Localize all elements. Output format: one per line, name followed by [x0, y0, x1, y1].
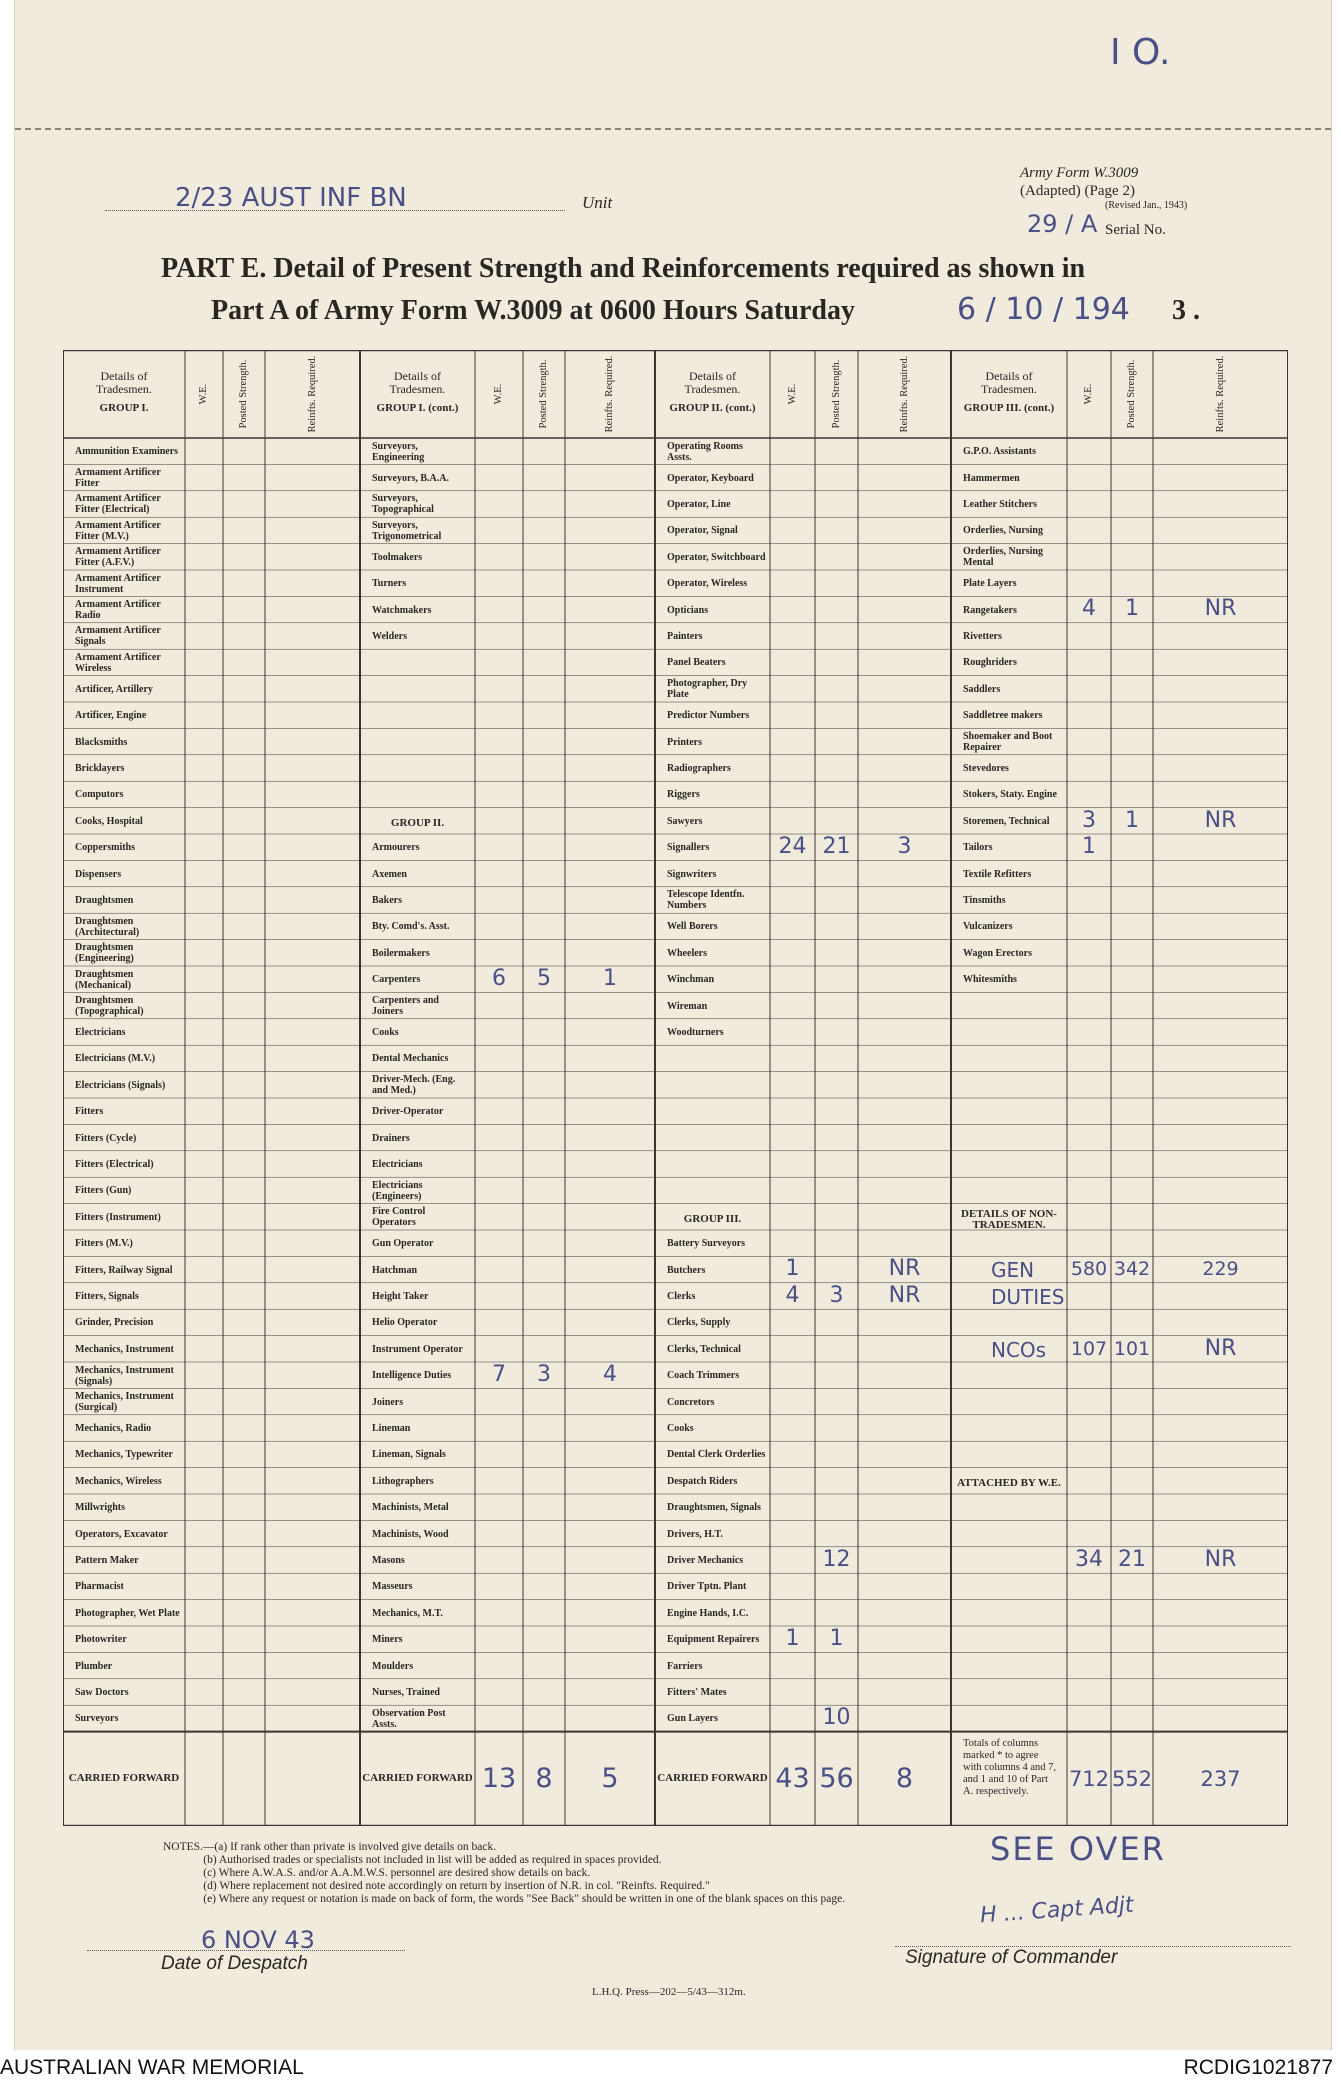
trade-label: Wireman [667, 1000, 708, 1012]
trade-label: Joiners [372, 1396, 404, 1408]
trade-label: Draughtsmen, Signals [667, 1502, 761, 1514]
trade-label: Telescope Identfn. Numbers [667, 889, 745, 912]
trade-label: Riggers [667, 789, 700, 801]
posted-value: 1 [1125, 807, 1139, 833]
we-value: 1 [1082, 834, 1096, 859]
trade-label: Masseurs [372, 1581, 413, 1593]
title-line-1: PART E. Detail of Present Strength and Reinforcements required as shown in [161, 253, 1086, 284]
we-value: 580 [1070, 1258, 1108, 1281]
trade-label: Armament Artificer Radio [75, 599, 161, 622]
cf-posted-total: 56 [819, 1762, 854, 1794]
form-title: Army Form W.3009 [1020, 165, 1139, 181]
trade-label: Engine Hands, I.C. [667, 1607, 749, 1619]
header-reinfts-required: Reinfts. Required. [604, 355, 615, 433]
report-date: 6 / 10 / 194 [957, 292, 1130, 327]
trade-label: Wheelers [667, 947, 707, 959]
header-details-title: Details of Tradesmen. [389, 369, 446, 396]
title-year-tail: 3 . [1172, 295, 1200, 326]
trade-label: Photographer, Wet Plate [75, 1607, 180, 1619]
trade-label: Surveyors, B.A.A. [372, 472, 449, 484]
trade-label: Driver Tptn. Plant [667, 1581, 747, 1593]
trade-label: Butchers [667, 1264, 706, 1276]
trade-label: Fitters (Cycle) [75, 1132, 137, 1144]
trade-label: Armament Artificer Instrument [75, 572, 161, 595]
trade-label: Draughtsmen (Topographical) [75, 995, 144, 1018]
trade-label: Armament Artificer Fitter [75, 467, 161, 490]
trade-label: Operator, Signal [667, 525, 738, 537]
reinfts-value: NR [1204, 1546, 1237, 1572]
trade-label: Artificer, Artillery [75, 683, 153, 695]
trade-label: Plumber [75, 1660, 113, 1672]
trade-label: Lineman, Signals [372, 1449, 446, 1461]
trade-label: Millwrights [75, 1502, 125, 1514]
trade-label: Electricians (Signals) [75, 1079, 166, 1091]
archive-id: RCDIG1021877 [1183, 2056, 1333, 2079]
carried-forward-label: CARRIED FORWARD [68, 1772, 180, 1785]
form-sheet [14, 0, 1332, 2050]
header-reinfts-required: Reinfts. Required. [1214, 355, 1226, 433]
trade-label: Lithographers [372, 1475, 434, 1487]
trade-label: Mechanics, M.T. [372, 1607, 443, 1619]
posted-value: 10 [822, 1705, 851, 1731]
serial-label: Serial No. [1105, 222, 1166, 238]
trade-label: Photowriter [75, 1634, 127, 1646]
trade-label: Painters [667, 630, 703, 642]
form-revised: (Revised Jan., 1943) [1105, 200, 1188, 211]
header-we: W.E. [786, 383, 798, 405]
trade-label: Machinists, Metal [372, 1502, 449, 1514]
trade-label: Clerks, Technical [667, 1343, 741, 1355]
reinfts-value: 4 [603, 1362, 617, 1387]
non-tradesmen-entry: GEN DUTIES [991, 1258, 1065, 1309]
reinfts-value: 3 [897, 834, 912, 859]
trade-label: Leather Stitchers [963, 498, 1037, 510]
trade-label: Tinsmiths [963, 894, 1006, 906]
trade-label: Rivetters [963, 630, 1002, 642]
reinfts-value: NR [888, 1282, 921, 1308]
trade-label: Fitters (M.V.) [75, 1238, 133, 1250]
group-heading: GROUP II. [390, 817, 445, 830]
commander-signature: H ... Capt Adjt [979, 1892, 1135, 1929]
trade-label: Saddletree makers [963, 710, 1043, 722]
trade-label: Operator, Line [667, 498, 731, 510]
posted-value: 12 [822, 1546, 851, 1572]
form-adapted: (Adapted) (Page 2) [1020, 183, 1135, 199]
header-posted-strength: Posted Strength. [1126, 359, 1137, 429]
carried-forward-label: CARRIED FORWARD [362, 1772, 473, 1785]
trade-label: Orderlies, Nursing [963, 525, 1043, 537]
header-details-title: Details of Tradesmen. [981, 369, 1037, 396]
trade-label: Mechanics, Instrument (Signals) [75, 1364, 174, 1387]
perforation-line [15, 128, 1331, 130]
trade-label: Ammunition Examiners [75, 446, 179, 458]
trade-label: Draughtsmen (Engineering) [75, 942, 134, 965]
trade-label: Surveyors [75, 1713, 119, 1725]
trade-label: Surveyors, Topographical [372, 493, 434, 516]
header-reinfts-required: Reinfts. Required. [306, 355, 318, 433]
trade-label: Fitters (Gun) [75, 1185, 132, 1197]
trade-label: Driver-Operator [372, 1106, 444, 1118]
trade-label: Fitters (Electrical) [75, 1158, 154, 1170]
trade-label: Operating Rooms Assts. [667, 440, 743, 463]
trade-label: Carpenters and Joiners [372, 995, 439, 1018]
trade-label: Armament Artificer Fitter (A.F.V.) [75, 546, 161, 569]
trade-label: G.P.O. Assistants [963, 446, 1036, 458]
trade-label: Bty. Comd's. Asst. [372, 921, 450, 933]
trade-label: Radiographers [667, 762, 731, 774]
trade-label: Axemen [372, 868, 407, 880]
trade-label: Printers [667, 736, 702, 748]
header-details-title: Details of Tradesmen. [684, 369, 741, 396]
trade-label: Roughriders [963, 657, 1017, 669]
we-value: 107 [1070, 1337, 1108, 1360]
trade-label: Pattern Maker [75, 1554, 139, 1566]
posted-value: 5 [537, 966, 551, 991]
trade-label: Cooks, Hospital [75, 815, 143, 827]
trade-label: Stevedores [963, 762, 1009, 774]
trade-label: Armament Artificer Fitter (Electrical) [75, 493, 161, 516]
trade-label: Clerks [667, 1290, 696, 1302]
trade-label: Draughtsmen (Architectural) [75, 915, 140, 938]
trade-label: Mechanics, Instrument (Surgical) [75, 1391, 174, 1414]
posted-value: 342 [1113, 1258, 1151, 1281]
trade-label: Electricians (M.V.) [75, 1053, 156, 1065]
unit-value: 2/23 AUST INF BN [175, 183, 407, 213]
trade-label: Armament Artificer Signals [75, 625, 161, 648]
trade-label: Gun Operator [372, 1238, 434, 1250]
trade-label: Rangetakers [963, 604, 1017, 616]
we-value: 1 [785, 1256, 800, 1282]
trade-label: Woodturners [667, 1026, 724, 1038]
cf-reinfts-total: 8 [895, 1762, 914, 1794]
trade-label: Watchmakers [372, 604, 432, 616]
group-heading: ATTACHED BY W.E. [957, 1477, 1061, 1490]
despatch-label: Date of Despatch [161, 1953, 308, 1974]
posted-value: 1 [829, 1626, 844, 1651]
trade-label: Electricians (Engineers) [372, 1179, 423, 1202]
trade-label: Mechanics, Instrument [75, 1343, 174, 1355]
trade-label: Computors [75, 789, 124, 801]
cf-we-total: 43 [775, 1762, 810, 1794]
cf-reinfts-total: 237 [1200, 1766, 1241, 1791]
trade-label: Machinists, Wood [372, 1528, 449, 1540]
trade-label: Cooks [372, 1026, 399, 1038]
header-details-title: Details of Tradesmen. [96, 369, 152, 396]
trade-label: Vulcanizers [963, 921, 1013, 933]
file-mark: I O. [1110, 32, 1171, 73]
trade-label: Gun Layers [667, 1713, 718, 1725]
title-line-2: Part A of Army Form W.3009 at 0600 Hours Saturday [211, 295, 855, 326]
posted-value: 101 [1113, 1337, 1151, 1360]
trade-label: Height Taker [372, 1290, 429, 1302]
reinfts-value: 229 [1202, 1258, 1239, 1281]
trade-label: Electricians [75, 1026, 126, 1038]
posted-value: 3 [537, 1362, 551, 1387]
cf-posted-total: 8 [535, 1762, 553, 1794]
trade-label: Boilermakers [372, 947, 430, 959]
we-value: 24 [778, 834, 807, 859]
trade-label: Mechanics, Wireless [75, 1475, 162, 1487]
header-we: W.E. [493, 383, 504, 405]
trade-label: Dental Mechanics [372, 1053, 449, 1065]
trade-label: Signwriters [667, 868, 717, 880]
notes: NOTES.—(a) If rank other than private is involved give details on back. (b) Authorised trades or specialists not included in list will be added as required in spaces provided. (c) Where A.W.A.S. and/or A.A.M.W.S. personnel are desired show details on back. (d) Where replacement not desired note accordingly on return by insertion of N.R. in col. "Reinfts. Required." (e) Where any request or notation is made on back of form, the words "See Back" should be written in one of the blank spaces on this page. [163, 1841, 846, 1905]
carried-forward-label: CARRIED FORWARD [657, 1772, 768, 1785]
trade-label: Storemen, Technical [963, 815, 1050, 827]
trade-label: Sawyers [667, 815, 703, 827]
trade-label: Intelligence Duties [372, 1370, 452, 1382]
header-we: W.E. [1083, 383, 1094, 405]
trade-label: Dental Clerk Orderlies [667, 1449, 766, 1461]
trade-label: Helio Operator [372, 1317, 438, 1329]
trade-label: Masons [372, 1554, 405, 1566]
trade-label: Operators, Excavator [75, 1528, 168, 1540]
trade-label: Instrument Operator [372, 1343, 463, 1355]
trade-label: Welders [372, 630, 407, 642]
group-heading: DETAILS OF NON-TRADESMEN. [961, 1207, 1057, 1231]
trade-label: Winchman [667, 974, 715, 986]
header-group-name: GROUP I. [99, 402, 149, 414]
trade-label: Coach Trimmers [667, 1370, 740, 1382]
we-value: 1 [785, 1626, 800, 1651]
trade-label: Drivers, H.T. [667, 1528, 723, 1540]
trade-label: Well Borers [667, 921, 718, 933]
archive-credit: AUSTRALIAN WAR MEMORIAL [0, 2056, 304, 2079]
cf-reinfts-total: 5 [601, 1762, 619, 1794]
header-reinfts-required: Reinfts. Required. [898, 355, 910, 433]
trade-label: Fire Control Operators [372, 1206, 426, 1229]
trade-label: Whitesmiths [963, 974, 1017, 986]
reinfts-value: 1 [603, 966, 617, 991]
despatch-date: 6 NOV 43 [201, 1926, 315, 1954]
header-group-name: GROUP II. (cont.) [669, 402, 756, 414]
trade-label: Operator, Wireless [667, 578, 748, 590]
unit-label: Unit [582, 193, 613, 212]
trade-label: Farriers [667, 1660, 703, 1672]
trade-label: Draughtsmen [75, 894, 134, 906]
trade-label: Driver Mechanics [667, 1554, 744, 1566]
trade-label: Signallers [667, 842, 710, 854]
trade-label: Artificer, Engine [75, 710, 147, 722]
trade-label: Cooks [667, 1422, 694, 1434]
trade-label: Armament Artificer Wireless [75, 651, 161, 674]
trade-label: Armament Artificer Fitter (M.V.) [75, 519, 161, 542]
trade-label: Shoemaker and Boot Repairer [963, 731, 1053, 754]
reinfts-value: NR [1204, 807, 1237, 833]
we-value: 6 [492, 966, 506, 991]
trade-label: Stokers, Staty. Engine [963, 789, 1057, 801]
header-posted-strength: Posted Strength. [830, 359, 842, 429]
trade-label: Fitters, Signals [75, 1290, 139, 1302]
reinfts-value: NR [1204, 1335, 1237, 1361]
cf-we-total: 13 [481, 1762, 517, 1794]
totals-note: Totals of columns marked * to agree with columns 4 and 7, and 1 and 10 of Part A. respectively. [963, 1737, 1057, 1797]
trade-label: Bricklayers [75, 762, 125, 774]
trade-label: Despatch Riders [667, 1475, 738, 1487]
cf-we-total: 712 [1068, 1766, 1110, 1791]
trade-label: Equipment Repairers [667, 1634, 760, 1646]
trade-label: Electricians [372, 1158, 423, 1170]
trade-label: Moulders [372, 1660, 414, 1672]
trade-label: Hammermen [963, 472, 1020, 484]
trade-label: Bakers [372, 894, 402, 906]
trade-label: Driver-Mech. (Eng. and Med.) [372, 1074, 456, 1097]
trade-label: Wagon Erectors [963, 947, 1032, 959]
trade-label: Battery Surveyors [667, 1238, 746, 1250]
posted-value: 21 [822, 834, 851, 859]
trade-label: Operator, Keyboard [667, 472, 754, 484]
trade-label: Surveyors, Engineering [372, 440, 425, 463]
trade-label: Textile Refitters [963, 868, 1032, 880]
trade-label: Fitters [75, 1106, 104, 1118]
trade-label: Clerks, Supply [667, 1317, 731, 1329]
we-value: 7 [492, 1362, 506, 1387]
cf-posted-total: 552 [1111, 1766, 1153, 1791]
serial-value: 29 / A [1027, 210, 1098, 238]
signature-label: Signature of Commander [905, 1947, 1118, 1968]
posted-value: 21 [1118, 1546, 1146, 1572]
see-over-mark: SEE OVER [990, 1830, 1166, 1868]
trade-label: Turners [372, 578, 407, 590]
trade-label: Miners [372, 1634, 403, 1646]
trade-label: Dispensers [75, 868, 122, 880]
trade-label: Draughtsmen (Mechanical) [75, 968, 134, 991]
trade-label: Saddlers [963, 683, 1001, 695]
trade-label: Fitters' Mates [667, 1686, 727, 1698]
we-value: 4 [1082, 596, 1096, 622]
posted-value: 3 [829, 1282, 844, 1308]
we-value: 3 [1082, 807, 1096, 833]
reinfts-value: NR [888, 1256, 921, 1282]
trade-label: Coppersmiths [75, 842, 136, 854]
posted-value: 1 [1125, 596, 1139, 622]
trade-label: Drainers [372, 1132, 410, 1144]
trade-label: Toolmakers [372, 551, 423, 563]
trade-label: Predictor Numbers [667, 710, 750, 722]
group-heading: GROUP III. [683, 1213, 742, 1226]
strength-table [63, 350, 1288, 1826]
trade-label: Lineman [372, 1422, 411, 1434]
trade-label: Hatchman [372, 1264, 417, 1276]
trade-label: Nurses, Trained [372, 1686, 440, 1698]
trade-label: Mechanics, Radio [75, 1422, 152, 1434]
trade-label: Blacksmiths [75, 736, 128, 748]
trade-label: Surveyors, Trigonometrical [372, 519, 442, 542]
trade-label: Tailors [963, 842, 993, 854]
trade-label: Operator, Switchboard [667, 551, 766, 563]
trade-label: Observation Post Assts. [372, 1707, 446, 1730]
trade-label: Plate Layers [963, 578, 1017, 590]
trade-label: Fitters (Instrument) [75, 1211, 161, 1223]
trade-label: Orderlies, Nursing Mental [963, 546, 1043, 569]
we-value: 34 [1075, 1546, 1103, 1572]
header-posted-strength: Posted Strength. [238, 359, 249, 429]
trade-label: Armourers [372, 842, 420, 854]
trade-label: Carpenters [372, 974, 421, 986]
trade-label: Photographer, Dry Plate [667, 678, 748, 701]
header-posted-strength: Posted Strength. [538, 359, 549, 429]
trade-label: Fitters, Railway Signal [75, 1264, 173, 1276]
trade-label: Opticians [667, 604, 709, 616]
trade-label: Panel Beaters [667, 657, 726, 669]
trade-label: Saw Doctors [75, 1686, 129, 1698]
header-we: W.E. [198, 383, 209, 405]
printer-imprint: L.H.Q. Press—202—5/43—312m. [592, 1986, 746, 1998]
header-group-name: GROUP I. (cont.) [376, 402, 459, 414]
reinfts-value: NR [1204, 596, 1237, 622]
header-group-name: GROUP III. (cont.) [963, 402, 1055, 414]
non-tradesmen-entry: NCOs [991, 1337, 1047, 1362]
trade-label: Grinder, Precision [75, 1317, 154, 1329]
trade-label: Mechanics, Typewriter [75, 1449, 173, 1461]
we-value: 4 [785, 1282, 800, 1308]
trade-label: Pharmacist [75, 1581, 124, 1593]
trade-label: Concretors [667, 1396, 715, 1408]
